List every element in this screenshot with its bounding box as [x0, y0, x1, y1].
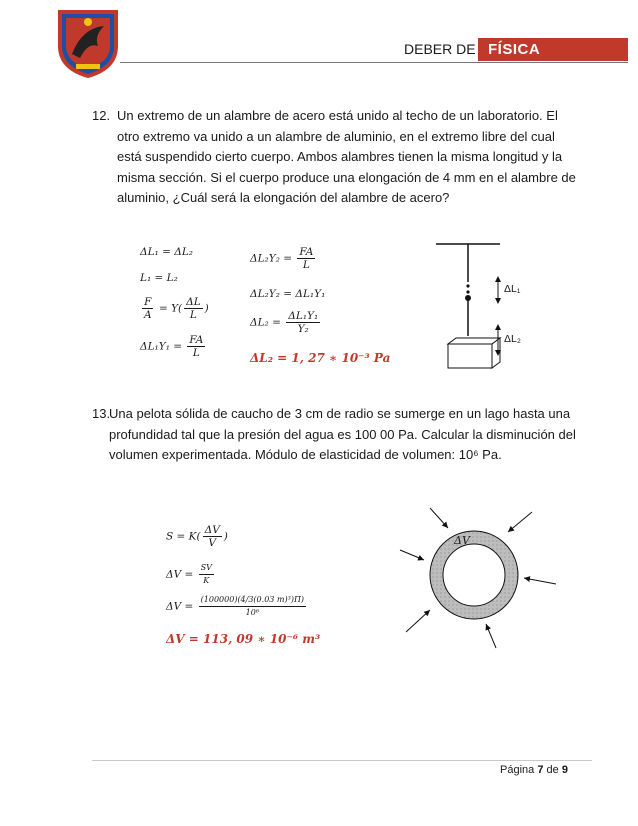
frac-den: K [203, 576, 210, 585]
delta-l2-label: ΔL₂ [504, 333, 521, 345]
eq-12-right-2: ΔL₂Y₂ = ΔL₁Y₁ [250, 288, 326, 300]
eq-text: ΔV = [166, 568, 194, 581]
frac-den: A [144, 309, 152, 321]
frac-num: ΔV [204, 524, 220, 536]
page-number [500, 764, 568, 776]
ball-pressure-diagram [384, 500, 564, 650]
problem-12-line: Un extremo de un alambre de acero está unido al techo de un laboratorio. El [117, 108, 558, 123]
page-label: Página [500, 764, 535, 776]
eq-12-result: ΔL₂ = 1, 27 ∗ 10⁻³ Pa [250, 351, 391, 365]
page-current: 7 [537, 764, 544, 776]
problem-12-line: otro extremo va unido a un alambre de aluminio, en el extremo libre del cual [117, 128, 555, 144]
footer-rule [92, 760, 592, 761]
delta-l1-label: ΔL₁ [504, 283, 521, 295]
eq-13-2 [166, 562, 216, 587]
frac-num: FA [189, 334, 204, 346]
problem-12-line: está suspendido cierto cuerpo. Ambos alambres tienen la misma longitud y la [117, 149, 563, 164]
header-rule [120, 62, 628, 63]
header-subject-badge [478, 38, 628, 61]
header-title-subject: FÍSICA [488, 41, 541, 58]
problem-13-line: Una pelota sólida de caucho de 3 cm de radio se sumerge en un lago hasta una [109, 406, 571, 421]
eq-text: = Y( [158, 302, 183, 315]
school-crest-logo [52, 6, 124, 78]
frac-num: F [144, 296, 152, 308]
frac-den: L [189, 309, 197, 321]
problem-12-line: misma sección. Si el cuerpo produce una elongación de 4 mm en el alambre de [117, 169, 576, 185]
problem-13-text [92, 404, 592, 466]
eq-text: ) [204, 302, 209, 315]
delta-v-label: ΔV [454, 534, 470, 547]
problem-13-number: 13. [92, 406, 111, 421]
eq-12-left-3 [140, 296, 209, 321]
eq-text: S = K( [166, 530, 201, 543]
frac-den: Y₂ [297, 323, 309, 335]
frac-num: ΔL [186, 296, 201, 308]
page-total: 9 [561, 764, 568, 776]
problem-13-line: volumen experimentada. Módulo de elasticidad de volumen: 10⁶ Pa. [109, 447, 502, 462]
frac-den: V [208, 537, 216, 549]
problem-12-number: 12. [92, 108, 111, 123]
eq-text: ΔL₁Y₁ = [140, 340, 183, 353]
frac-num: FA [299, 246, 314, 258]
eq-12-left-1: ΔL₁ = ΔL₂ [140, 246, 194, 258]
frac-den: 10⁶ [245, 608, 260, 617]
eq-text: ΔL₂Y₂ = [250, 252, 293, 265]
frac-num: ΔL₁Y₁ [288, 310, 319, 322]
eq-12-left-2: L₁ = L₂ [140, 272, 178, 284]
problem-12-line: aluminio, ¿Cuál será la elongación del alambre de acero? [117, 190, 450, 205]
frac-num: SV [199, 562, 214, 575]
eq-text: ΔV = [166, 600, 194, 613]
eq-text: ΔL₂ = [250, 316, 281, 329]
header-title-prefix: DEBER DE [404, 41, 476, 57]
eq-12-right-3 [250, 310, 322, 335]
eq-text: ) [223, 530, 228, 543]
frac-num: (100000)(4/3(0.03 m)³)Π) [199, 594, 306, 607]
wire-diagram [434, 236, 594, 376]
problem-12-text [92, 106, 592, 209]
eq-13-result: ΔV = 113, 09 ∗ 10⁻⁶ m³ [166, 632, 321, 646]
eq-12-left-4 [140, 334, 207, 359]
frac-den: L [192, 347, 200, 359]
page-of-label: de [546, 764, 559, 776]
eq-13-3 [166, 594, 308, 619]
problem-13-line: profundidad tal que la presión del agua es 100 00 Pa. Calcular la disminución del [109, 426, 576, 442]
eq-12-right-1 [250, 246, 317, 271]
frac-den: L [302, 259, 310, 271]
eq-13-1 [166, 524, 228, 549]
